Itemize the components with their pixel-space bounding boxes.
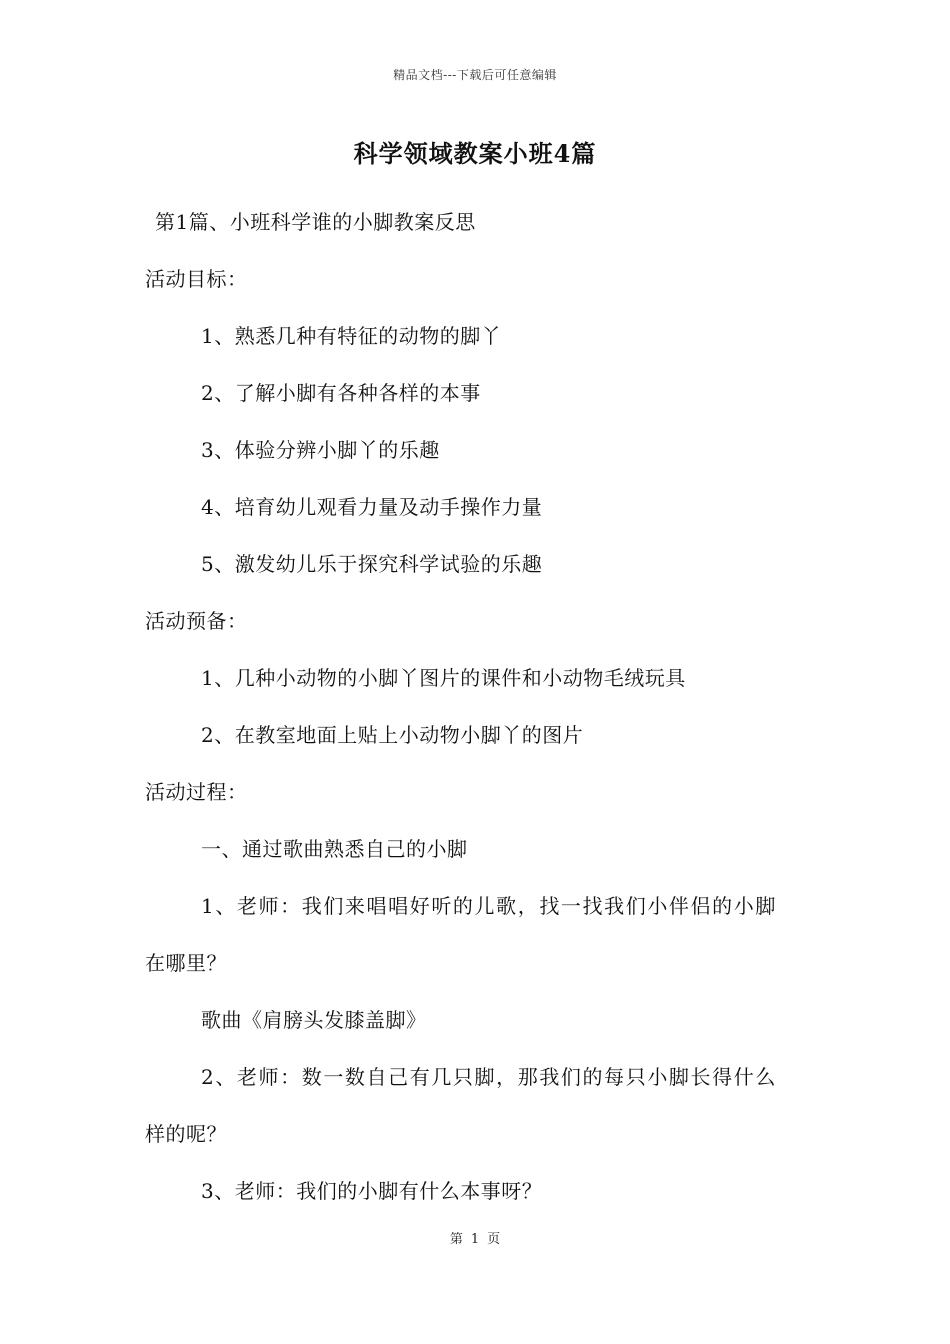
body-line: 活动预备： — [145, 609, 248, 633]
body-line: 5、激发幼儿乐于探究科学试验的乐趣 — [201, 552, 543, 576]
page-number: 1 — [470, 1232, 480, 1247]
body-line: 2、老师：数一数自己有几只脚，那我们的每只小脚长得什么 — [201, 1065, 777, 1089]
body-line: 2、了解小脚有各种各样的本事 — [201, 381, 481, 405]
body-line: 1、几种小动物的小脚丫图片的课件和小动物毛绒玩具 — [201, 666, 686, 690]
page-number-suffix: 页 — [487, 1232, 501, 1247]
document-body — [145, 204, 810, 1230]
body-line: 活动过程： — [145, 780, 248, 804]
body-line: 3、体验分辨小脚丫的乐趣 — [201, 438, 440, 462]
body-line: 在哪里？ — [145, 951, 227, 975]
page-header: 精品文档---下载后可任意编辑 — [393, 68, 557, 82]
body-line: 样的呢？ — [145, 1122, 227, 1146]
body-line: 1、熟悉几种有特征的动物的脚丫 — [201, 324, 502, 348]
body-line: 1、老师：我们来唱唱好听的儿歌，找一找我们小伴侣的小脚 — [201, 894, 777, 918]
body-line: 一、通过歌曲熟悉自己的小脚 — [201, 837, 468, 861]
body-line: 第1篇、小班科学谁的小脚教案反思 — [155, 210, 476, 234]
page-footer — [0, 1228, 950, 1247]
body-line: 3、老师：我们的小脚有什么本事呀？ — [201, 1179, 543, 1203]
page-number-prefix: 第 — [449, 1232, 463, 1247]
body-line: 4、培育幼儿观看力量及动手操作力量 — [201, 495, 543, 519]
body-line: 活动目标： — [145, 267, 248, 291]
document-title: 科学领域教案小班4篇 — [353, 139, 597, 168]
body-line: 2、在教室地面上贴上小动物小脚丫的图片 — [201, 723, 584, 747]
body-line: 歌曲《肩膀头发膝盖脚》 — [201, 1008, 427, 1032]
